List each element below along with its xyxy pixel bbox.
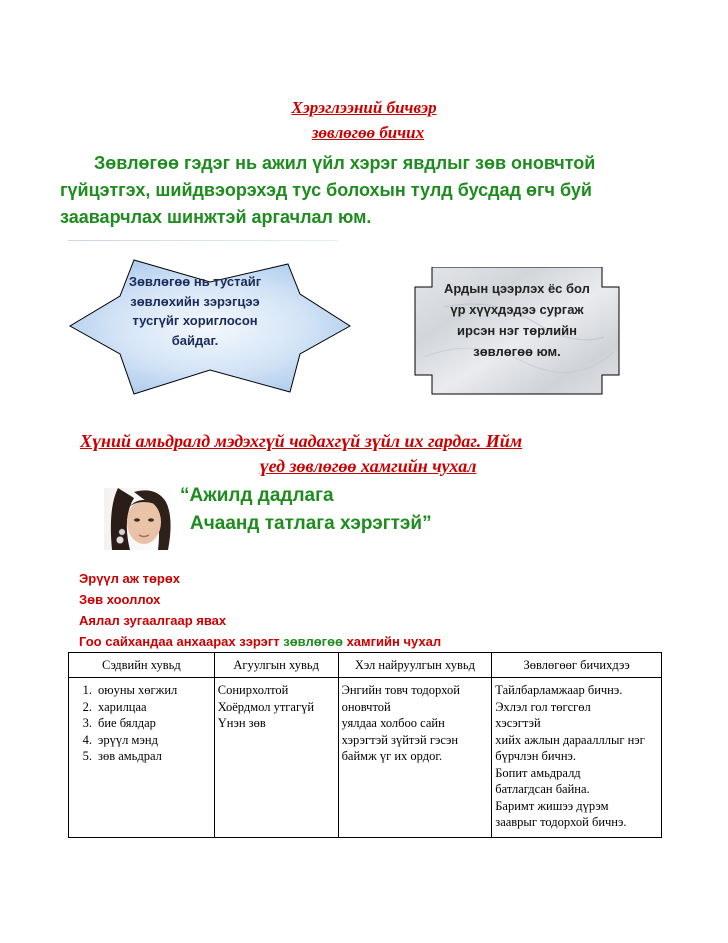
cell-line: Тайлбарламжаар бичнэ. — [495, 683, 623, 697]
cell-line: батлагдсан байна. — [495, 782, 590, 796]
column-header: Хэл найруулгын хувьд — [338, 653, 492, 678]
cross-line: үр хүүхдэдээ сургаж — [450, 302, 584, 317]
star-line: Зөвлөгөө нь тустайг — [128, 274, 262, 289]
intro-line-2: гүйцэтгэх, шийдвэорэхэд тус болохын тулд бусдад өгч буй — [60, 180, 592, 200]
cross-line: зөвлөгөө юм. — [473, 344, 561, 359]
cell-line: заавpыг тодорхой бичнэ. — [495, 815, 627, 829]
intro-paragraph — [60, 150, 660, 231]
table-header-row — [69, 653, 662, 678]
language-cell — [338, 678, 492, 838]
cross-callout-text — [418, 278, 616, 362]
life-line-1: Хүний амьдралд мэдэхгүй чадахгүй зүйл их гардаг. Ийм — [80, 431, 523, 451]
column-header: Агуулгын хувьд — [214, 653, 338, 678]
table-row — [69, 678, 662, 838]
cross-callout — [414, 267, 620, 395]
topic-item: Гоо сайхандаа анхаарах зэрэгт зөвлөгөө хамгийн чухал — [79, 634, 442, 649]
topic-list — [72, 682, 211, 765]
woman-portrait-image — [104, 488, 176, 550]
star-line: байдаг. — [171, 332, 219, 348]
topic-item: Аялал зугаалгаар явах — [79, 613, 227, 628]
title-line-1: Хэрэглээний бичвэр — [291, 98, 437, 117]
list-item: 1. оюуны хөгжил — [82, 683, 178, 697]
cell-line: Хоёрдмол утгагүй — [217, 699, 315, 714]
decorative-rule — [68, 240, 338, 241]
list-item: 4. эрүүл мэнд — [82, 732, 158, 747]
cell-line: оновчтой — [341, 699, 391, 714]
star-callout — [64, 254, 356, 400]
star-callout-text — [110, 272, 280, 350]
cell-line: баймж үг их ордог. — [341, 749, 443, 763]
cell-line: Үнэн зөв — [217, 716, 266, 730]
content-cell — [214, 678, 338, 838]
column-header: Сэдвийн хувьд — [69, 653, 215, 678]
writing-cell — [492, 678, 662, 838]
title-line-2: зөвлөгөө бичих — [311, 123, 425, 142]
cell-line: Баримт жишээ дүрэм — [495, 798, 609, 813]
list-item: 2. харилцаа — [82, 699, 147, 714]
topic-item: Зөв хооллох — [79, 592, 161, 607]
cell-line: бүрчлэн бичнэ. — [495, 749, 577, 763]
cell-line: Энгийн товч тодорхой — [341, 683, 460, 697]
cell-line: Бопит амьдралд — [495, 765, 581, 780]
topic-item: Эрүүл аж төрөх — [79, 571, 180, 586]
intro-line-3: зааварчлах шинжтэй аргачлал юм. — [60, 207, 372, 227]
cell-line: уялдаа холбоо сайн — [341, 716, 445, 730]
star-line: зөвлөхийн зэрэгцээ — [130, 293, 260, 309]
cell-line: хийх ажлын дараалллыг нэг — [495, 732, 645, 747]
star-line: тусгүйг хориглосон — [132, 313, 258, 328]
cross-line: Ардын цээрлэх ёс бол — [444, 281, 590, 296]
advice-table — [68, 652, 662, 838]
proverb-line-2: Ачаанд татлага хэрэгтэй” — [190, 513, 432, 534]
list-item: 5. зөв амьдрал — [82, 749, 162, 763]
cell-line: хэсэгтэй — [495, 716, 541, 730]
list-item: 3. бие бялдар — [82, 716, 156, 730]
proverb-line-1: “Ажилд дадлага — [180, 485, 334, 506]
cell-line: Эхлэл гол төгсгөл — [495, 699, 591, 714]
life-line-2: үед зөвлөгөө хамгийн чухал — [259, 456, 477, 476]
cross-line: ирсэн нэг төрлийн — [457, 323, 577, 338]
cell-line: хэрэгтэй зүйтэй гэсэн — [341, 732, 459, 747]
intro-line-1: Зөвлөгөө гэдэг нь ажил үйл хэрэг явдлыг зөв оновчтой — [94, 153, 596, 173]
cell-line: Сонирхолтой — [217, 683, 289, 697]
column-header: Зөвлөгөөг бичихдээ — [492, 653, 662, 678]
topic-cell — [69, 678, 215, 838]
